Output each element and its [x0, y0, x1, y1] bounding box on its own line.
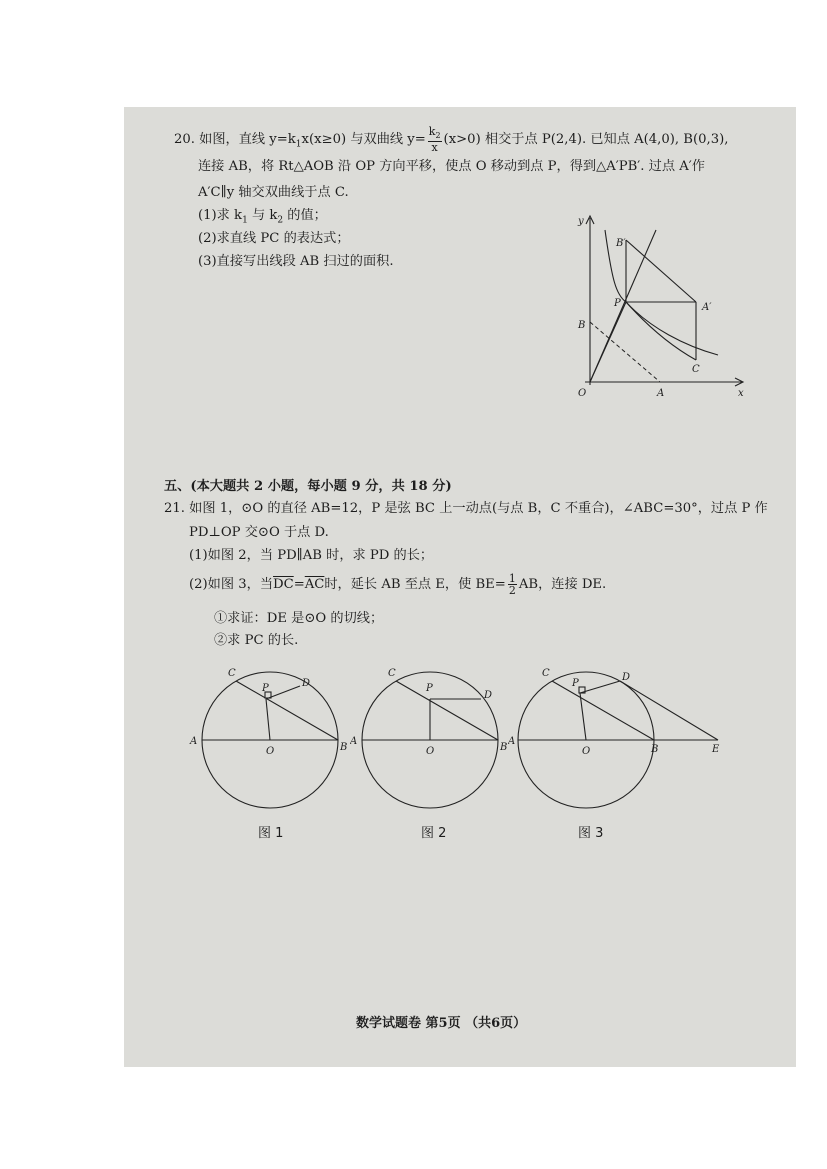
fig2-label-B: B	[500, 742, 508, 753]
q21-part2: ②求 PC 的长.	[214, 633, 299, 648]
graph-label-B: B	[578, 320, 586, 331]
fig1-label-B: B	[340, 742, 348, 753]
fig3-label-P: P	[572, 678, 579, 689]
q21-caption-2: 图 2	[421, 826, 447, 841]
q21-caption-3: 图 3	[578, 826, 604, 841]
fig1-label-C: C	[228, 668, 236, 679]
section5-heading: 五、(本大题共 2 小题，每小题 9 分，共 18 分)	[164, 479, 452, 494]
q20-sub3: (3)直接写出线段 AB 扫过的面积.	[198, 254, 394, 269]
fig3-label-E: E	[712, 744, 720, 755]
q20-sub2: (2)求直线 PC 的表达式；	[198, 231, 350, 246]
fig2-label-A: A	[350, 736, 358, 747]
fig1-label-P: P	[262, 683, 269, 694]
fig3-label-B: B	[651, 744, 659, 755]
q20-line1: 20. 如图，直线 $y=k_1x(x\ge 0)$ 与双曲线 y= $\frac{k_2}{x}$ (x>0) 相交于点 P(2,4). 已知点 A(4,0), B(0,3),	[174, 125, 729, 155]
fig1-label-A: A	[190, 736, 198, 747]
fig2-label-O: O	[426, 746, 435, 757]
q20-line2: 连接 AB，将 Rt△AOB 沿 OP 方向平移，使点 O 移动到点 P，得到△A′PB′. 过点 A′作	[198, 159, 705, 174]
q21-sub2: (2)如图 3，当$\overline{DC}=\overline{AC}$时，延长 AB 至点 E，使 BE= $\frac{1}{2}$ AB，连接 DE.	[189, 572, 607, 597]
fig2-label-D: D	[484, 690, 493, 701]
fig3-label-D: D	[622, 672, 631, 683]
fig3-label-A: A	[508, 736, 516, 747]
q21-part1: ①求证：DE 是⊙O 的切线；	[214, 611, 384, 626]
q21-fraction: $\frac{1}{2}$	[508, 572, 516, 597]
fig2-label-P: P	[426, 683, 433, 694]
graph-label-y: y	[578, 216, 584, 227]
graph-label-x: x	[738, 388, 744, 399]
fig2-label-C: C	[388, 668, 396, 679]
q21-caption-1: 图 1	[258, 826, 284, 841]
q21-figure-3	[508, 660, 733, 820]
q20-sub1: (1)求 $k_1$ 与 $k_2$ 的值；	[198, 208, 327, 226]
page-footer: 数学试题卷 第5页 （共6页）	[356, 1016, 527, 1031]
fig3-label-C: C	[542, 668, 550, 679]
q21-figure-2	[350, 660, 520, 820]
q20-coordinate-graph	[560, 210, 750, 400]
fig3-label-O: O	[582, 746, 591, 757]
q21-line1: 21. 如图 1，⊙O 的直径 AB=12，P 是弦 BC 上一动点(与点 B，C 不重合)，∠ABC=30°，过点 P 作	[164, 501, 768, 516]
graph-label-C: C	[692, 364, 700, 375]
graph-label-Aprime: A′	[702, 302, 712, 313]
graph-label-P: P	[614, 298, 621, 309]
q20-line3: A′C∥y 轴交双曲线于点 C.	[198, 185, 349, 200]
q21-figure-1	[188, 660, 358, 820]
fig1-label-O: O	[266, 746, 275, 757]
q21-line2: PD⊥OP 交⊙O 于点 D.	[189, 525, 329, 540]
graph-label-Bprime: B′	[616, 238, 626, 249]
q20-fraction: $\frac{k_2}{x}$	[428, 125, 441, 155]
q21-sub1: (1)如图 2，当 PD∥AB 时，求 PD 的长；	[189, 548, 434, 563]
graph-label-O: O	[578, 388, 587, 399]
graph-label-A: A	[657, 388, 665, 399]
fig1-label-D: D	[302, 678, 311, 689]
